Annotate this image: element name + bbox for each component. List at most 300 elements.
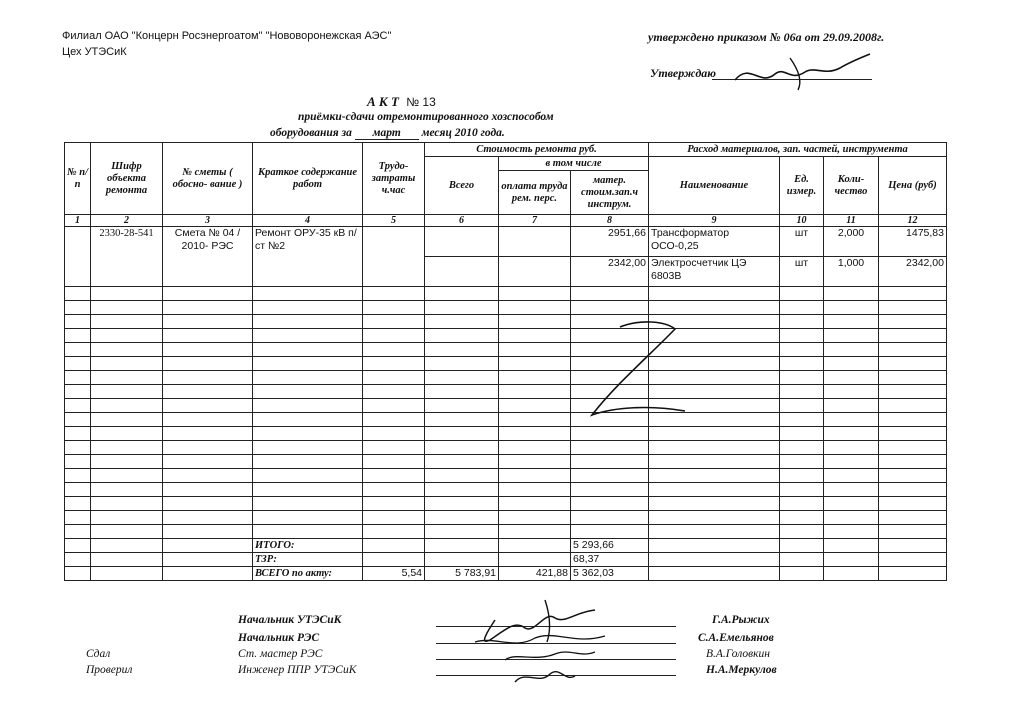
cell-empty [879, 287, 947, 301]
cell-empty [163, 329, 253, 343]
sig-name-2: С.А.Емельянов [698, 632, 774, 644]
empty-row [65, 315, 947, 329]
cell-empty [879, 441, 947, 455]
cell-empty [65, 287, 91, 301]
empty-row [65, 497, 947, 511]
cell-empty [649, 441, 780, 455]
cell-empty [65, 483, 91, 497]
approve-label: Утверждаю [650, 66, 717, 80]
hdr-usage-group: Расход материалов, зап. частей, инструмента [649, 143, 947, 157]
cell-empty [363, 525, 425, 539]
hdr-name: Наименование [649, 157, 780, 215]
subtitle-prefix: оборудования за [270, 127, 352, 139]
column-numbers-row [65, 215, 947, 227]
cell-empty [91, 553, 163, 567]
cell-empty [499, 413, 571, 427]
act-subtitle-line2 [270, 127, 505, 140]
cell-empty [425, 525, 499, 539]
cell-empty [425, 469, 499, 483]
cell-empty [253, 343, 363, 357]
cell-empty [879, 343, 947, 357]
cell-empty [253, 315, 363, 329]
sig-head-res: Начальник РЭС [238, 632, 320, 644]
cell-empty [363, 455, 425, 469]
cell-empty [163, 455, 253, 469]
col-number: 11 [824, 215, 879, 227]
cell-empty [879, 539, 947, 553]
cell-empty [649, 511, 780, 525]
cell-empty [780, 315, 824, 329]
tzr-value: 68,37 [571, 553, 649, 567]
empty-row [65, 301, 947, 315]
cell-empty [65, 511, 91, 525]
cell-empty [780, 469, 824, 483]
cell-empty [425, 441, 499, 455]
cell-empty [65, 399, 91, 413]
cell-price: 2342,00 [879, 257, 947, 287]
empty-row [65, 287, 947, 301]
cell-empty [499, 469, 571, 483]
cell-empty [91, 343, 163, 357]
cell-empty [425, 497, 499, 511]
cell-empty [499, 511, 571, 525]
empty-row [65, 385, 947, 399]
vsego-materials: 5 362,03 [571, 567, 649, 581]
cell-empty [253, 357, 363, 371]
cell-empty [163, 357, 253, 371]
cell-empty [363, 385, 425, 399]
hdr-no: № п/п [65, 143, 91, 215]
cell-empty [879, 567, 947, 581]
empty-row [65, 343, 947, 357]
cell-empty [163, 469, 253, 483]
cell-empty [780, 497, 824, 511]
cell-empty [571, 469, 649, 483]
cell-empty [363, 483, 425, 497]
sig-checked-label: Проверил [86, 664, 133, 676]
hdr-qty: Коли- чество [824, 157, 879, 215]
cell-empty [253, 469, 363, 483]
cell-empty [780, 511, 824, 525]
cell-empty [163, 413, 253, 427]
cell-empty [65, 525, 91, 539]
cell-empty [499, 329, 571, 343]
sig-name-3: В.А.Головкин [706, 648, 770, 660]
cell-code: 2330-28-541 [91, 227, 163, 287]
cell-empty [253, 413, 363, 427]
cell-empty [499, 539, 571, 553]
cell-empty [363, 539, 425, 553]
itogo-value: 5 293,66 [571, 539, 649, 553]
cell-empty [649, 455, 780, 469]
cell-empty [253, 371, 363, 385]
empty-row [65, 483, 947, 497]
cell-empty [91, 511, 163, 525]
cell-empty [780, 483, 824, 497]
cell-empty [91, 301, 163, 315]
cell-empty [499, 287, 571, 301]
cell-empty [363, 343, 425, 357]
hdr-materials: матер. стоим.зап.ч инструм. [571, 171, 649, 215]
vsego-labor: 5,54 [363, 567, 425, 581]
cell-empty [163, 525, 253, 539]
cell-empty [65, 455, 91, 469]
cell-empty [499, 385, 571, 399]
cell-empty [163, 511, 253, 525]
cell-empty [425, 357, 499, 371]
cell-empty [163, 301, 253, 315]
col-number: 2 [91, 215, 163, 227]
sig-head-utesik: Начальник УТЭСиК [238, 614, 342, 626]
cell-empty [499, 371, 571, 385]
cell-empty [879, 427, 947, 441]
cell-empty [163, 287, 253, 301]
cell-item-name: Электросчетчик ЦЭ 6803В [649, 257, 780, 287]
cell-empty [363, 511, 425, 525]
cell-empty [363, 301, 425, 315]
cell-empty [824, 427, 879, 441]
cell-empty [425, 413, 499, 427]
cell-empty [499, 301, 571, 315]
hdr-cost-group: Стоимость ремонта руб. [425, 143, 649, 157]
empty-row [65, 511, 947, 525]
cell-empty [879, 371, 947, 385]
cell-empty [65, 539, 91, 553]
cell-labor [363, 227, 425, 287]
cell-empty [780, 567, 824, 581]
cell-empty [824, 469, 879, 483]
hdr-unit: Ед. измер. [780, 157, 824, 215]
sig-name-4: Н.А.Меркулов [706, 664, 777, 676]
cell-empty [425, 511, 499, 525]
approval-signature [730, 52, 880, 92]
cell-empty [780, 371, 824, 385]
cell-empty [824, 441, 879, 455]
cell-empty [879, 385, 947, 399]
empty-row [65, 427, 947, 441]
cell-empty [253, 441, 363, 455]
handwritten-signatures [455, 590, 655, 700]
cell-empty [425, 553, 499, 567]
cell-empty [163, 385, 253, 399]
cell-empty [363, 469, 425, 483]
cell-empty [425, 455, 499, 469]
cell-empty [571, 287, 649, 301]
cell-empty [879, 329, 947, 343]
cell-empty [65, 371, 91, 385]
cell-empty [824, 497, 879, 511]
empty-rows [65, 287, 947, 539]
cell-empty [425, 301, 499, 315]
cell-empty [571, 455, 649, 469]
cell-empty [499, 525, 571, 539]
cell-empty [780, 441, 824, 455]
cell-empty [163, 441, 253, 455]
cell-empty [824, 455, 879, 469]
cell-empty [499, 343, 571, 357]
cell-empty [824, 483, 879, 497]
cell-item-name: Трансформатор ОСО-0,25 [649, 227, 780, 257]
cell-empty [91, 539, 163, 553]
cell-empty [253, 287, 363, 301]
subtitle-suffix: месяц 2010 года. [421, 127, 505, 139]
cell-empty [824, 539, 879, 553]
cell-empty [91, 469, 163, 483]
cell-empty [780, 413, 824, 427]
cell-empty [571, 441, 649, 455]
cell-empty [363, 357, 425, 371]
cell-empty [824, 525, 879, 539]
header-row-1 [65, 143, 947, 157]
cell-empty [879, 483, 947, 497]
cell-no [65, 227, 91, 287]
cell-empty [253, 455, 363, 469]
hdr-including: в том числе [499, 157, 649, 171]
cell-empty [363, 427, 425, 441]
cell-empty [65, 357, 91, 371]
cell-empty [879, 301, 947, 315]
cell-empty [91, 483, 163, 497]
cell-empty [824, 287, 879, 301]
cell-empty [425, 385, 499, 399]
cell-empty [91, 413, 163, 427]
cell-empty [91, 315, 163, 329]
cell-empty [253, 525, 363, 539]
col-number: 12 [879, 215, 947, 227]
cell-empty [425, 287, 499, 301]
cell-empty [425, 343, 499, 357]
department-name: Цех УТЭСиК [62, 46, 127, 58]
sig-senior-master: Ст. мастер РЭС [238, 648, 323, 660]
empty-row [65, 329, 947, 343]
cell-qty: 1,000 [824, 257, 879, 287]
cell-empty [65, 497, 91, 511]
cell-empty [363, 553, 425, 567]
cell-total [425, 227, 499, 257]
cell-empty [879, 553, 947, 567]
cell-empty [879, 469, 947, 483]
cell-payroll [499, 227, 571, 257]
cell-empty [824, 511, 879, 525]
cell-empty [163, 567, 253, 581]
cell-empty [499, 441, 571, 455]
cell-empty [363, 315, 425, 329]
cell-empty [649, 301, 780, 315]
cell-empty [780, 553, 824, 567]
org-name: Филиал ОАО "Концерн Росэнергоатом" "Нововоронежская АЭС" [62, 30, 392, 42]
cell-empty [780, 385, 824, 399]
cell-empty [780, 539, 824, 553]
cell-empty [649, 497, 780, 511]
cell-empty [571, 301, 649, 315]
cell-empty [363, 287, 425, 301]
cell-empty [253, 385, 363, 399]
cell-empty [649, 427, 780, 441]
col-number: 4 [253, 215, 363, 227]
cell-empty [163, 399, 253, 413]
empty-row [65, 413, 947, 427]
cell-empty [363, 497, 425, 511]
cell-summary: Ремонт ОРУ-35 кВ п/ст №2 [253, 227, 363, 287]
cell-empty [65, 329, 91, 343]
cell-total [425, 257, 499, 287]
cell-empty [499, 553, 571, 567]
cell-payroll [499, 257, 571, 287]
tzr-row [65, 553, 947, 567]
cell-estimate: Смета № 04 / 2010- РЭС [163, 227, 253, 287]
cell-empty [571, 525, 649, 539]
sig-handed-label: Сдал [86, 648, 111, 660]
col-number: 10 [780, 215, 824, 227]
cell-empty [253, 497, 363, 511]
tzr-label: ТЗР: [253, 553, 363, 567]
cell-empty [253, 511, 363, 525]
cell-empty [824, 357, 879, 371]
cell-empty [780, 287, 824, 301]
hdr-labor: Трудо- затраты ч.час [363, 143, 425, 215]
empty-row [65, 357, 947, 371]
cell-empty [824, 413, 879, 427]
cell-empty [65, 441, 91, 455]
cell-empty [780, 301, 824, 315]
empty-row [65, 525, 947, 539]
cell-empty [91, 525, 163, 539]
hdr-summary: Краткое содержание работ [253, 143, 363, 215]
cell-empty [879, 525, 947, 539]
cell-empty [425, 329, 499, 343]
cell-empty [499, 497, 571, 511]
cell-empty [824, 301, 879, 315]
cell-materials: 2342,00 [571, 257, 649, 287]
itogo-row [65, 539, 947, 553]
act-title-word: А К Т [367, 94, 399, 109]
cell-empty [363, 441, 425, 455]
empty-row [65, 441, 947, 455]
cell-empty [649, 287, 780, 301]
cell-empty [163, 539, 253, 553]
cell-empty [91, 385, 163, 399]
cell-materials: 2951,66 [571, 227, 649, 257]
hdr-price-text: Цена (руб) [888, 180, 937, 191]
cell-empty [879, 357, 947, 371]
cell-empty [879, 315, 947, 329]
cell-price: 1475,83 [879, 227, 947, 257]
cell-empty [425, 483, 499, 497]
col-number: 8 [571, 215, 649, 227]
cell-empty [253, 301, 363, 315]
cell-empty [649, 567, 780, 581]
itogo-label: ИТОГО: [253, 539, 363, 553]
cell-empty [824, 385, 879, 399]
cell-qty: 2,000 [824, 227, 879, 257]
cell-empty [253, 427, 363, 441]
cell-unit: шт [780, 227, 824, 257]
table-row [65, 227, 947, 257]
cell-empty [879, 497, 947, 511]
col-number: 7 [499, 215, 571, 227]
cell-empty [649, 469, 780, 483]
cell-empty [499, 455, 571, 469]
vsego-row [65, 567, 947, 581]
sig-name-1: Г.А.Рыжих [712, 614, 770, 626]
cell-empty [780, 525, 824, 539]
cell-empty [571, 511, 649, 525]
cell-empty [649, 539, 780, 553]
hdr-code: Шифр объекта ремонта [91, 143, 163, 215]
cell-empty [571, 427, 649, 441]
hdr-payroll: оплата труда рем. перс. [499, 171, 571, 215]
cell-empty [499, 483, 571, 497]
cell-empty [65, 567, 91, 581]
cell-empty [824, 553, 879, 567]
cell-empty [91, 497, 163, 511]
cell-empty [163, 497, 253, 511]
cell-empty [824, 567, 879, 581]
cell-empty [65, 469, 91, 483]
cell-empty [824, 329, 879, 343]
act-subtitle-line1: приёмки-сдачи отремонтированного хозспособом [298, 111, 554, 123]
cell-empty [65, 315, 91, 329]
cell-empty [571, 497, 649, 511]
cell-empty [879, 511, 947, 525]
cell-empty [879, 455, 947, 469]
cell-empty [499, 427, 571, 441]
cell-empty [824, 315, 879, 329]
cell-empty [780, 455, 824, 469]
cell-empty [91, 357, 163, 371]
approval-order: утверждено приказом № 06а от 29.09.2008г. [648, 30, 885, 44]
col-number: 1 [65, 215, 91, 227]
cell-unit: шт [780, 257, 824, 287]
cell-empty [91, 455, 163, 469]
hdr-total: Всего [425, 157, 499, 215]
cell-empty [65, 301, 91, 315]
vsego-payroll: 421,88 [499, 567, 571, 581]
vsego-total: 5 783,91 [425, 567, 499, 581]
cell-empty [649, 525, 780, 539]
sig-engineer: Инженер ППР УТЭСиК [238, 664, 357, 676]
cell-empty [425, 399, 499, 413]
cell-empty [253, 329, 363, 343]
hdr-price [879, 157, 947, 215]
cell-empty [163, 371, 253, 385]
cell-empty [65, 385, 91, 399]
cell-empty [65, 413, 91, 427]
cell-empty [824, 343, 879, 357]
cell-empty [91, 441, 163, 455]
cell-empty [363, 329, 425, 343]
cell-empty [499, 315, 571, 329]
cell-empty [879, 399, 947, 413]
cell-empty [499, 357, 571, 371]
empty-row [65, 469, 947, 483]
cell-empty [425, 371, 499, 385]
cell-empty [65, 343, 91, 357]
act-title [367, 94, 436, 110]
act-table [64, 142, 947, 581]
cell-empty [363, 413, 425, 427]
cell-empty [780, 329, 824, 343]
vsego-label: ВСЕГО по акту: [253, 567, 363, 581]
cell-empty [91, 287, 163, 301]
col-number: 3 [163, 215, 253, 227]
cell-empty [425, 315, 499, 329]
cell-empty [649, 483, 780, 497]
cell-empty [425, 539, 499, 553]
cell-empty [780, 357, 824, 371]
cell-empty [163, 343, 253, 357]
cell-empty [253, 483, 363, 497]
